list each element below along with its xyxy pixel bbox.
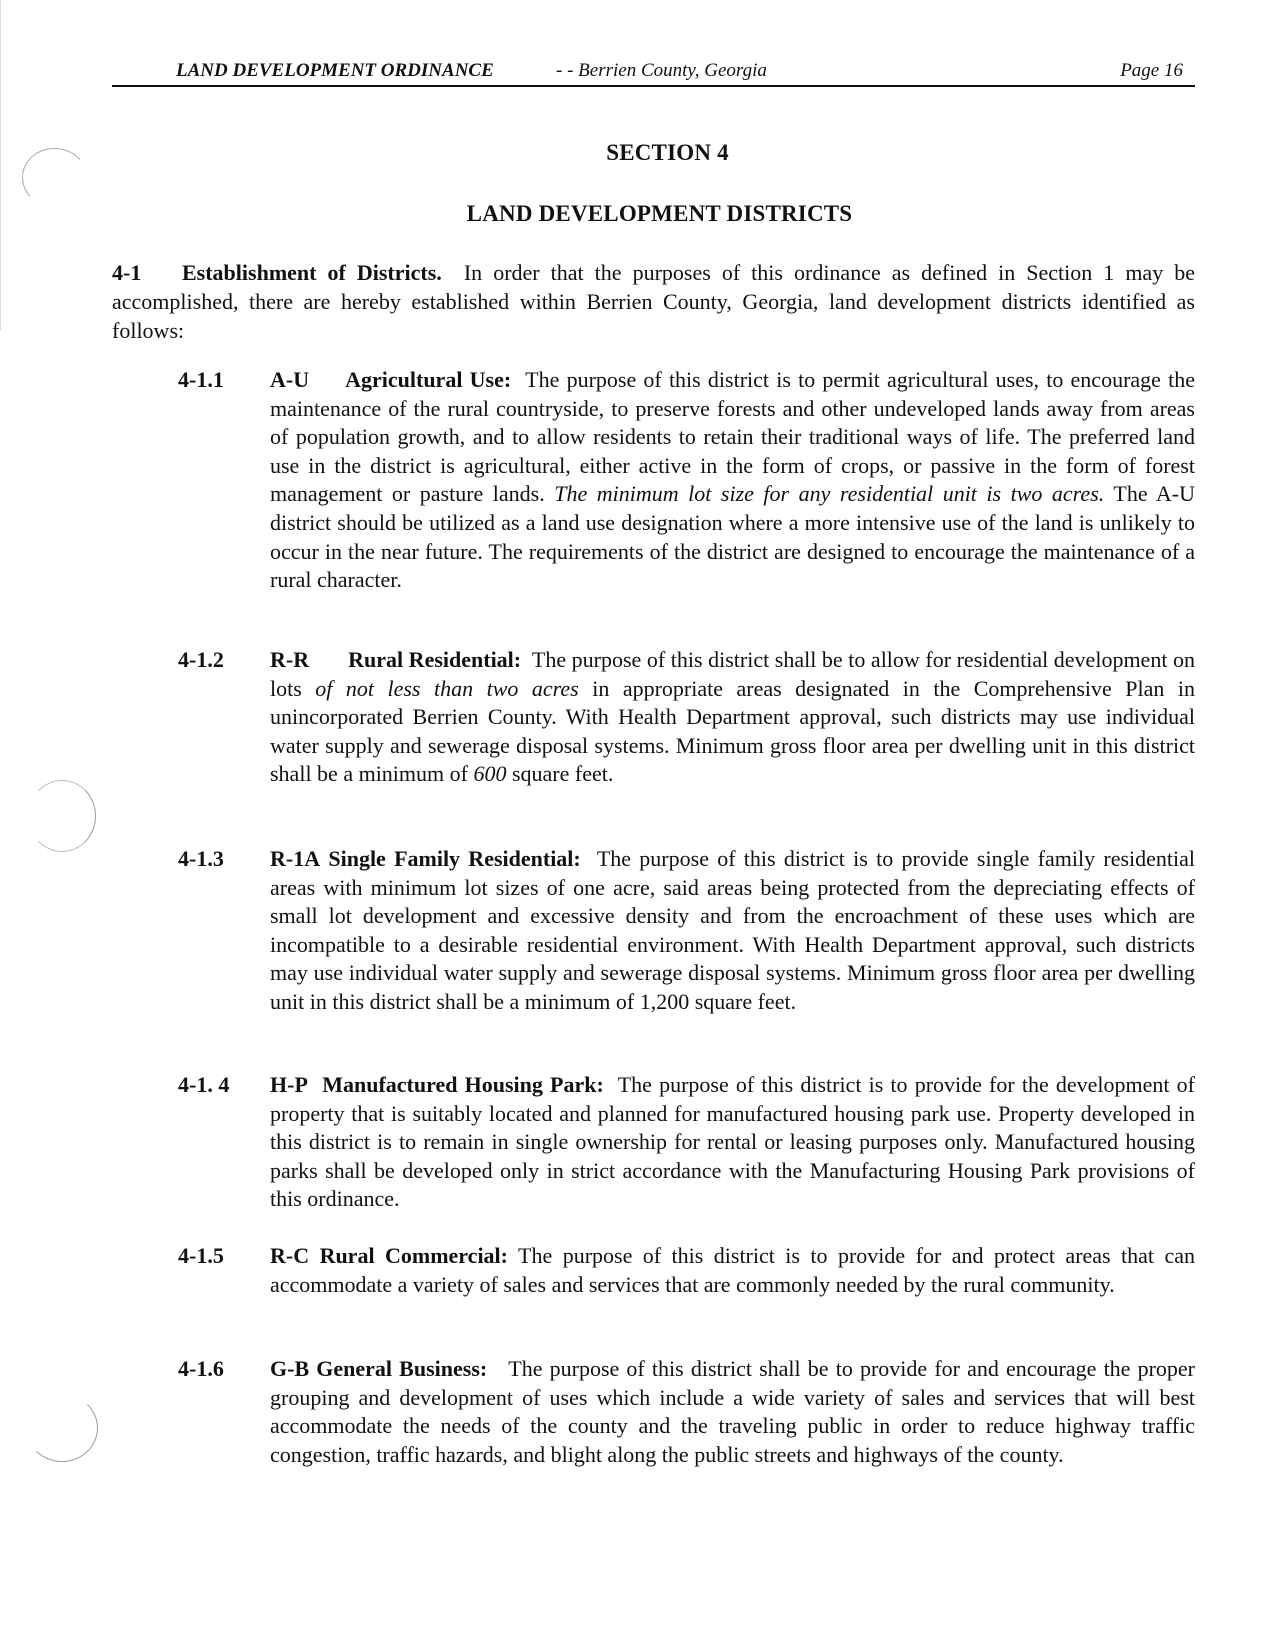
district-number: 4-1.2 (178, 647, 224, 672)
page-number: Page 16 (1120, 60, 1183, 81)
district-general-business (178, 1355, 1195, 1469)
district-code: A-U (270, 367, 310, 392)
punch-hole-mark (26, 1394, 98, 1462)
district-text: The purpose of this district shall be to allow for residential development on lots (270, 647, 1195, 701)
district-name: Manufactured Housing Park: (322, 1072, 604, 1097)
district-rural-commercial (178, 1242, 1195, 1299)
district-code: R-C (270, 1243, 310, 1268)
intro-paragraph (112, 258, 1195, 345)
district-text: square feet. (506, 761, 614, 787)
district-number: 4-1. 4 (178, 1072, 230, 1097)
district-number: 4-1.5 (178, 1243, 224, 1268)
district-text: The A-U district should be utilized as a land use designation where a more intensive use of the land is unlikely to occur in the near future. The requirements of the district are designed to encourage the maintenance of a rural character. (270, 481, 1195, 593)
header-county: - - Berrien County, Georgia (556, 60, 767, 81)
district-code: R-R (270, 647, 310, 672)
district-name: Single Family Residential: (328, 846, 581, 871)
district-code: H-P (270, 1072, 308, 1097)
intro-term: Establishment of Districts. (182, 260, 442, 285)
district-body (270, 646, 1195, 789)
district-italic-text: of not less than two acres (315, 675, 579, 701)
intro-number: 4-1 (112, 260, 142, 285)
district-agricultural-use (178, 366, 1195, 595)
district-body (270, 1355, 1195, 1469)
district-body (270, 1242, 1195, 1299)
district-single-family-residential (178, 845, 1195, 1017)
intro-text: In order that the purposes of this ordinance as defined in Section 1 may be accomplished, there are hereby established within Berrien County, Georgia, land development districts identified as follows: (112, 260, 1195, 343)
district-italic-text: 600 (473, 761, 507, 787)
district-text: The purpose of this district is to provide for the development of property that is suitably located and planned for manufactured housing park use. Property developed in this district is to remain in single ownership for rental or leasing purposes only. Manufactured housing parks shall be developed only in strict accordance with the Manufacturing Housing Park provisions of this ordinance. (270, 1072, 1196, 1212)
district-code: G-B (270, 1356, 310, 1381)
district-text: The purpose of this district is to provide for and protect areas that can accommodate a variety of sales and services that are commonly needed by the rural community. (270, 1243, 1196, 1297)
district-code: R-1A (270, 846, 321, 871)
district-number: 4-1.1 (178, 367, 224, 392)
running-header (112, 60, 1195, 86)
district-text: in appropriate areas designated in the Comprehensive Plan in unincorporated Berrien County. With Health Department approval, such districts may use individual water supply and sewerage disposal systems. Minimum gross floor area per dwelling unit in this district shall be a minimum of (270, 675, 1195, 787)
district-manufactured-housing-park (178, 1071, 1195, 1214)
district-body (270, 1071, 1195, 1214)
district-text: The purpose of this district is to permit agricultural uses, to encourage the maintenance of the rural countryside, to preserve forests and other undeveloped lands away from areas of population growth, and to allow residents to retain their traditional ways of life. The preferred land use in the district is agricultural, either active in the form of crops, or passive in the form of forest management or pasture lands. (270, 367, 1195, 507)
punch-hole-mark (28, 780, 96, 852)
district-number: 4-1.3 (178, 846, 224, 871)
district-name: Rural Commercial: (319, 1243, 508, 1268)
district-name: Agricultural Use: (345, 367, 512, 392)
district-number: 4-1.6 (178, 1356, 224, 1381)
district-name: Rural Residential: (348, 647, 522, 672)
district-text: The purpose of this district shall be to provide for and encourage the proper grouping and development of uses which include a wide variety of sales and services that will best accommodate the needs of the county and the traveling public in order to reduce highway traffic congestion, traffic hazards, and blight along the public streets and highways of the county. (270, 1356, 1196, 1467)
header-rule (112, 85, 1195, 87)
district-rural-residential (178, 646, 1195, 789)
district-text: The purpose of this district is to provide single family residential areas with minimum lot sizes of one acre, said areas being protected from the depreciating effects of small lot development and excessive density and from the encroachment of these uses which are incompatible to a desirable residential environment. With Health Department approval, such districts may use individual water supply and sewerage disposal systems. Minimum gross floor area per dwelling unit in this district shall be a minimum of 1,200 square feet. (270, 846, 1196, 1014)
scan-edge (0, 0, 1, 330)
section-title: SECTION 4 (606, 140, 729, 165)
district-name: General Business: (316, 1356, 488, 1381)
district-body (270, 845, 1195, 1017)
district-body (270, 366, 1195, 595)
district-italic-text: The minimum lot size for any residential unit is two acres. (554, 481, 1105, 507)
header-title: LAND DEVELOPMENT ORDINANCE (176, 60, 494, 81)
section-subtitle: LAND DEVELOPMENT DISTRICTS (466, 201, 853, 226)
